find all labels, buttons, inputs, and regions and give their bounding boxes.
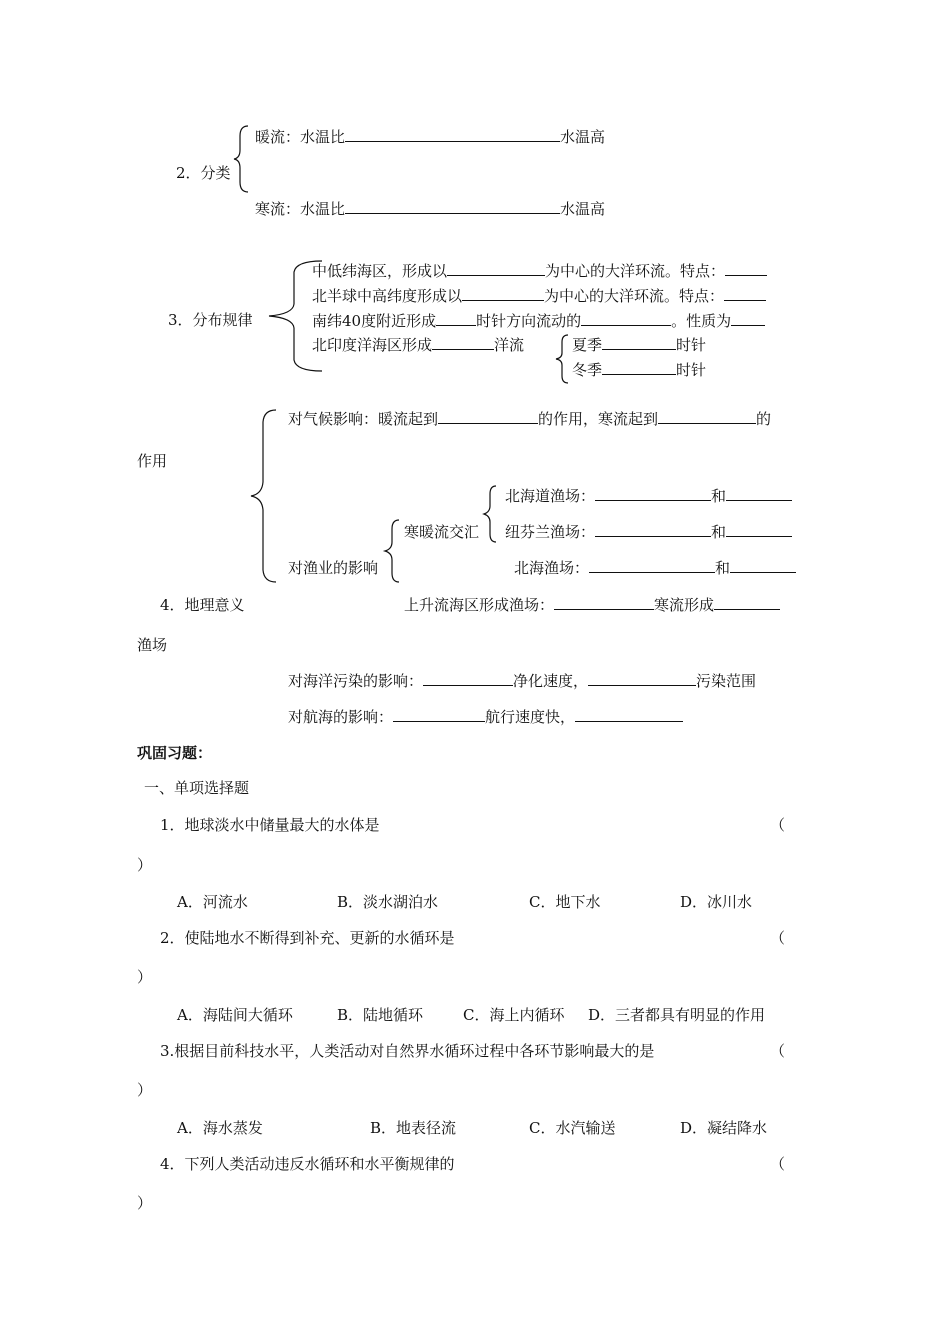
upwelling-blank-b[interactable]: [714, 595, 780, 610]
brace-fishery: [382, 518, 402, 584]
navigation-mid: 航行速度快，: [485, 708, 576, 726]
dist-line-2-blank-a[interactable]: [462, 286, 544, 301]
hokkaido-and: 和: [711, 487, 727, 505]
question-2-option-b[interactable]: B．陆地循环: [337, 1006, 424, 1024]
winter-text: 冬季: [572, 361, 603, 379]
dist-line-3-blank-a[interactable]: [436, 311, 476, 326]
question-2-option-c[interactable]: C．海上内循环: [463, 1006, 565, 1024]
brace-classification: [232, 124, 252, 194]
question-2-stem: 2．使陆地水不断得到补充、更新的水循环是: [160, 929, 455, 947]
navigation-text: 对航海的影响：: [288, 708, 394, 726]
question-4-open-paren: （: [770, 1155, 786, 1173]
brace-significance: [248, 408, 280, 584]
brace-monsoon: [553, 333, 571, 385]
climate-wrap: 作用: [137, 452, 168, 470]
question-1-stem: 1．地球淡水中储量最大的水体是: [160, 816, 380, 834]
question-1-option-a[interactable]: A．河流水: [177, 893, 248, 911]
question-4-close-paren: ）: [137, 1194, 153, 1212]
northsea-text: 北海渔场：: [514, 559, 590, 577]
dist-line-3: [312, 311, 765, 331]
question-2-close-paren: ）: [137, 968, 153, 986]
northsea-line: [514, 558, 796, 578]
question-2-open-paren: （: [770, 929, 786, 947]
navigation-blank-a[interactable]: [393, 707, 485, 722]
summer-line: [572, 335, 706, 355]
question-1-open-paren: （: [770, 816, 786, 834]
dist-line-3-text: 南纬40度附近形成: [312, 312, 437, 330]
warm-current-text: 暖流：水温比: [255, 128, 346, 146]
dist-line-2: [312, 286, 766, 306]
newfoundland-text: 纽芬兰渔场：: [505, 523, 596, 541]
question-1-close-paren: ）: [137, 856, 153, 874]
northsea-blank-b[interactable]: [730, 558, 796, 573]
question-1-option-d[interactable]: D．冰川水: [680, 893, 753, 911]
pollution-blank-a[interactable]: [423, 671, 513, 686]
cold-current-line: [255, 199, 605, 219]
pollution-line: [288, 671, 756, 691]
dist-line-4-blank[interactable]: [432, 335, 494, 350]
dist-line-1-text: 中低纬海区，形成以: [312, 262, 448, 280]
dist-line-4-tail: 洋流: [494, 336, 525, 354]
question-3-option-a[interactable]: A．海水蒸发: [177, 1119, 263, 1137]
significance-label: 4．地理意义: [160, 596, 245, 614]
newfoundland-blank-b[interactable]: [726, 522, 792, 537]
navigation-blank-b[interactable]: [575, 707, 683, 722]
section-title: 一、单项选择题: [144, 779, 250, 797]
newfoundland-line: [505, 522, 792, 542]
warm-current-tail: 水温高: [560, 128, 606, 146]
dist-line-1: [312, 261, 767, 281]
cold-current-tail: 水温高: [560, 200, 606, 218]
question-3-stem: 3.根据目前科技水平，人类活动对自然界水循环过程中各环节影响最大的是: [160, 1042, 655, 1060]
climate-tail: 的: [756, 410, 772, 428]
question-3-close-paren: ）: [137, 1081, 153, 1099]
hokkaido-line: [505, 486, 792, 506]
question-2-option-d[interactable]: D．三者都具有明显的作用: [588, 1006, 766, 1024]
mixing-label: 寒暖流交汇: [404, 523, 480, 541]
climate-mid: 的作用，寒流起到: [538, 410, 659, 428]
dist-line-2-mid: 为中心的大洋环流。特点：: [544, 287, 725, 305]
dist-line-2-blank-b[interactable]: [724, 286, 766, 301]
dist-line-2-text: 北半球中高纬度形成以: [312, 287, 463, 305]
question-2-option-a[interactable]: A．海陆间大循环: [177, 1006, 293, 1024]
warm-current-blank[interactable]: [345, 127, 560, 142]
dist-line-1-blank-b[interactable]: [725, 261, 767, 276]
dist-line-4: [312, 335, 524, 355]
dist-line-3-mid: 时针方向流动的: [476, 312, 582, 330]
pollution-mid: 净化速度，: [513, 672, 589, 690]
dist-line-4-text: 北印度洋海区形成: [312, 336, 433, 354]
practice-heading: 巩固习题：: [137, 744, 213, 762]
dist-line-3-tail: 。性质为: [671, 312, 732, 330]
brace-mixing: [481, 484, 499, 544]
upwelling-line: [404, 595, 780, 615]
cold-current-blank[interactable]: [345, 199, 560, 214]
northsea-and: 和: [715, 559, 731, 577]
summer-blank[interactable]: [602, 335, 676, 350]
classification-label: 2．分类: [176, 164, 231, 182]
question-1-option-c[interactable]: C．地下水: [529, 893, 601, 911]
northsea-blank-a[interactable]: [589, 558, 715, 573]
question-3-option-d[interactable]: D．凝结降水: [680, 1119, 768, 1137]
pollution-text: 对海洋污染的影响：: [288, 672, 424, 690]
upwelling-mid: 寒流形成: [654, 596, 715, 614]
dist-line-3-blank-c[interactable]: [731, 311, 765, 326]
distribution-label: 3．分布规律: [168, 311, 253, 329]
summer-tail: 时针: [676, 336, 707, 354]
pollution-tail: 污染范围: [696, 672, 757, 690]
question-3-option-c[interactable]: C．水汽输送: [529, 1119, 616, 1137]
newfoundland-and: 和: [711, 523, 727, 541]
question-4-stem: 4．下列人类活动违反水循环和水平衡规律的: [160, 1155, 455, 1173]
dist-line-1-mid: 为中心的大洋环流。特点：: [545, 262, 726, 280]
winter-blank[interactable]: [602, 360, 676, 375]
hokkaido-blank-b[interactable]: [726, 486, 792, 501]
question-1-option-b[interactable]: B．淡水湖泊水: [337, 893, 439, 911]
question-3-open-paren: （: [770, 1042, 786, 1060]
fishery-label: 对渔业的影响: [288, 559, 379, 577]
hokkaido-text: 北海道渔场：: [505, 487, 596, 505]
warm-current-line: [255, 127, 605, 147]
summer-text: 夏季: [572, 336, 603, 354]
hokkaido-blank-a[interactable]: [595, 486, 711, 501]
dist-line-1-blank-a[interactable]: [447, 261, 545, 276]
climate-line: [288, 409, 771, 429]
climate-text: 对气候影响：暖流起到: [288, 410, 439, 428]
navigation-line: [288, 707, 683, 727]
upwelling-blank-a[interactable]: [554, 595, 654, 610]
climate-blank-a[interactable]: [438, 409, 538, 424]
question-3-option-b[interactable]: B．地表径流: [370, 1119, 457, 1137]
winter-tail: 时针: [676, 361, 707, 379]
dist-line-3-blank-b[interactable]: [581, 311, 671, 326]
climate-blank-b[interactable]: [658, 409, 756, 424]
pollution-blank-b[interactable]: [588, 671, 696, 686]
winter-line: [572, 360, 706, 380]
newfoundland-blank-a[interactable]: [595, 522, 711, 537]
upwelling-wrap: 渔场: [137, 636, 168, 654]
upwelling-text: 上升流海区形成渔场：: [404, 596, 555, 614]
cold-current-text: 寒流：水温比: [255, 200, 346, 218]
